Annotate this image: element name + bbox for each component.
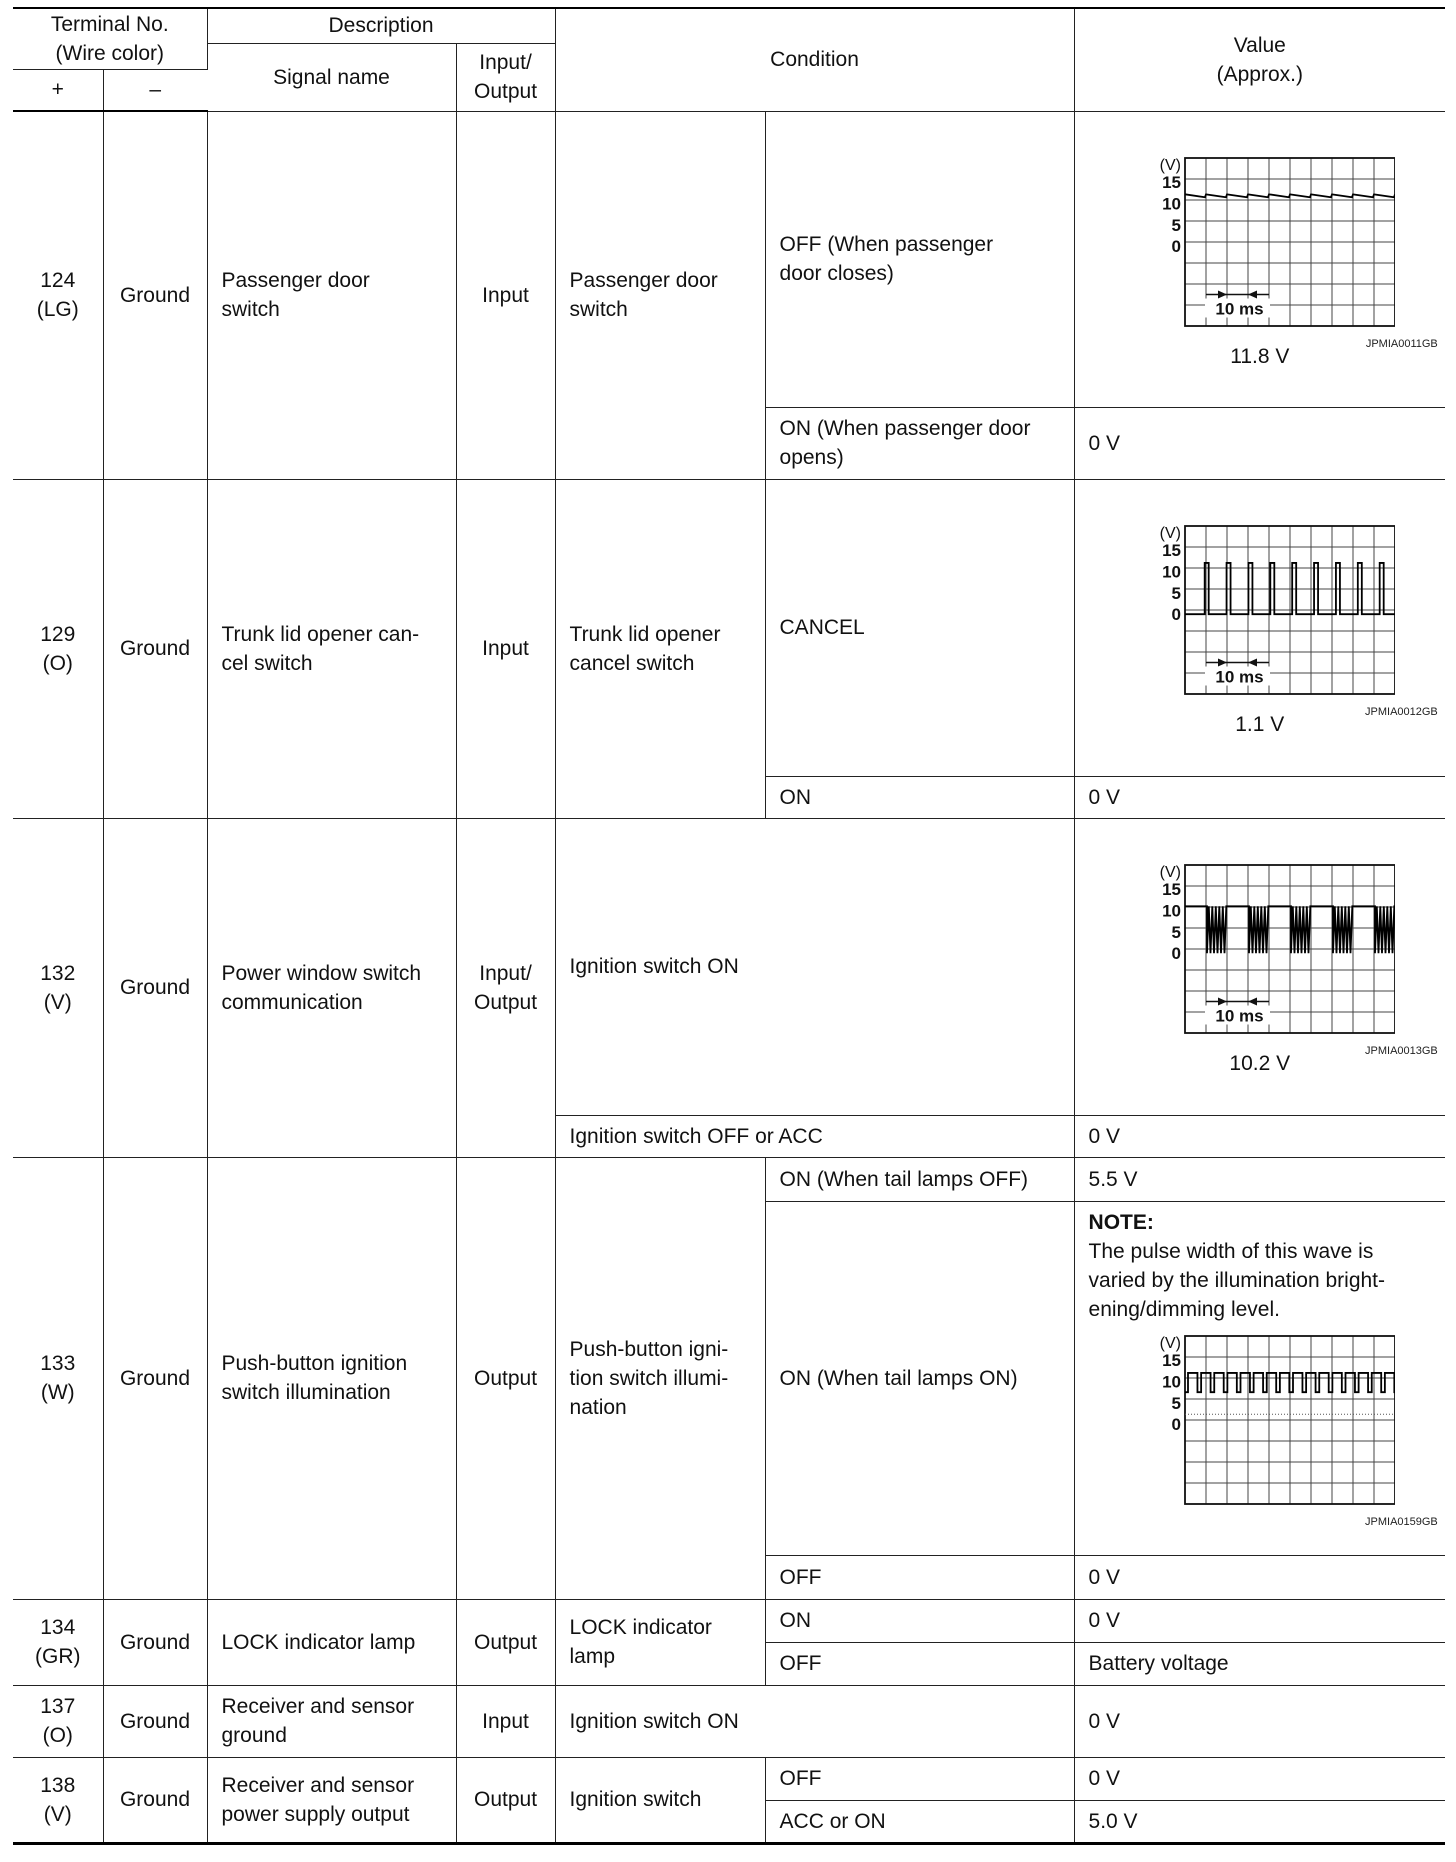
condition-line: LOCK indicator: [569, 1616, 712, 1639]
condition-sub-133-tail-off: ON (When tail lamps OFF): [765, 1157, 1074, 1201]
condition-line: switch: [569, 298, 628, 321]
io-line: Output: [473, 990, 538, 1014]
time-scale-label: 10 ms: [1215, 667, 1264, 687]
value-129-cancel: [1074, 479, 1445, 776]
condition-sub-124-off: [765, 111, 1074, 407]
condition-sub-129-cancel: CANCEL: [765, 479, 1074, 776]
signal-name-132: [207, 818, 456, 1157]
header-plus: +: [13, 69, 103, 111]
axis-tick-label: 0: [1171, 1414, 1181, 1434]
io-124: Input: [456, 111, 555, 479]
axis-tick-label: 10: [1161, 194, 1181, 213]
terminal-number: 138: [40, 1773, 76, 1797]
value-text-132: 10.2 V: [1229, 1052, 1291, 1075]
io-137: Input: [456, 1685, 555, 1757]
header-description: Description: [207, 8, 555, 43]
axis-tick-label: 10: [1161, 562, 1181, 582]
value-138-off: 0 V: [1074, 1757, 1445, 1800]
value-132-on: [1074, 818, 1445, 1115]
signal-name-137: [207, 1685, 456, 1757]
waveform-chart-133: [1125, 1326, 1395, 1506]
header-terminal-line1: Terminal No.: [50, 12, 169, 36]
wire-color: (W): [40, 1381, 75, 1404]
io-134: Output: [456, 1599, 555, 1685]
wire-color: (O): [42, 1724, 73, 1747]
condition-line: OFF (When passenger: [779, 233, 994, 256]
condition-line: Passenger door: [569, 269, 718, 292]
signal-name-124: [207, 111, 456, 479]
signal-name-134: LOCK indicator lamp: [207, 1599, 456, 1685]
axis-tick-label: 0: [1171, 605, 1181, 625]
terminal-minus-134: Ground: [103, 1599, 207, 1685]
header-terminal-line2: (Wire color): [55, 41, 164, 65]
signal-line: Receiver and sensor: [221, 1773, 415, 1797]
axis-tick-label: 5: [1171, 1393, 1181, 1413]
terminal-plus-138: [13, 1757, 103, 1843]
axis-unit-label: (V): [1159, 864, 1181, 881]
table-row-129: [13, 479, 1445, 776]
signal-line: Trunk lid opener can-: [221, 622, 420, 646]
value-129-on: 0 V: [1074, 776, 1445, 818]
condition-sub-134-on: ON: [765, 1599, 1074, 1642]
note-line: ening/dimming level.: [1088, 1297, 1280, 1321]
waveform-trace: [1185, 194, 1395, 197]
value-133-tail-on: [1074, 1201, 1445, 1555]
axis-tick-label: 0: [1171, 944, 1181, 964]
value-text-124: 11.8 V: [1230, 344, 1290, 368]
terminal-plus-137: [13, 1685, 103, 1757]
time-arrow-right: [1248, 290, 1257, 298]
terminal-plus-129: [13, 479, 103, 818]
waveform-trace: [1185, 1372, 1395, 1391]
signal-name-138: [207, 1757, 456, 1843]
signal-line: switch illumination: [221, 1381, 391, 1404]
value-134-off: Battery voltage: [1074, 1642, 1445, 1685]
condition-main-133: [555, 1157, 765, 1599]
wire-color: (GR): [35, 1645, 81, 1668]
wire-color: (O): [42, 651, 73, 675]
header-terminal-no: [13, 8, 207, 69]
axis-tick-label: 5: [1171, 583, 1181, 603]
header-condition: Condition: [555, 8, 1074, 111]
value-134-on: 0 V: [1074, 1599, 1445, 1642]
condition-sub-133-tail-on: ON (When tail lamps ON): [765, 1201, 1074, 1555]
signal-name-133: [207, 1157, 456, 1599]
time-arrow-left: [1218, 290, 1227, 298]
condition-line: Trunk lid opener: [569, 622, 721, 646]
signal-line: power supply output: [221, 1802, 410, 1826]
header-io-line2: Output: [473, 80, 538, 103]
header-value-line1: Value: [1233, 33, 1286, 57]
waveform-chart-129: [1125, 516, 1395, 696]
condition-line: lamp: [569, 1645, 616, 1668]
table-row-133: [13, 1157, 1445, 1201]
terminal-minus-132: Ground: [103, 818, 207, 1157]
value-133-tail-off: 5.5 V: [1074, 1157, 1445, 1201]
axis-tick-label: 15: [1161, 880, 1181, 900]
terminal-plus-133: [13, 1157, 103, 1599]
value-text-129: 1.1 V: [1235, 713, 1285, 736]
terminal-plus-124: [13, 111, 103, 479]
value-137: 0 V: [1074, 1685, 1445, 1757]
condition-line: cancel switch: [569, 651, 695, 675]
table-row-132: [13, 818, 1445, 1115]
wire-color: (V): [43, 990, 72, 1014]
table-row-138: [13, 1757, 1445, 1800]
time-arrow-left: [1218, 659, 1227, 667]
axis-tick-label: 15: [1161, 541, 1181, 561]
time-scale-label: 10 ms: [1215, 1006, 1264, 1026]
axis-tick-label: 5: [1171, 215, 1181, 235]
io-138: Output: [456, 1757, 555, 1843]
axis-tick-label: 10: [1161, 1372, 1181, 1391]
value-124-off: [1074, 111, 1445, 407]
wire-color: (V): [43, 1802, 72, 1826]
condition-main-138: Ignition switch: [555, 1757, 765, 1843]
condition-sub-133-off: OFF: [765, 1555, 1074, 1599]
waveform-chart-132: [1125, 855, 1395, 1035]
terminal-minus-129: Ground: [103, 479, 207, 818]
terminal-minus-137: Ground: [103, 1685, 207, 1757]
terminal-minus-133: Ground: [103, 1157, 207, 1599]
time-arrow-right: [1248, 998, 1257, 1006]
condition-line: opens): [779, 446, 844, 469]
note-line: The pulse width of this wave is: [1088, 1239, 1374, 1263]
axis-tick-label: 15: [1161, 1350, 1181, 1370]
terminal-specification-table: [13, 7, 1445, 1845]
signal-name-129: [207, 479, 456, 818]
terminal-minus-138: Ground: [103, 1757, 207, 1843]
condition-137: Ignition switch ON: [555, 1685, 1074, 1757]
terminal-plus-134: [13, 1599, 103, 1685]
condition-line: tion switch illumi-: [569, 1366, 729, 1390]
figure-code-133: JPMIA0159GB: [1365, 1515, 1438, 1528]
figure-code-124: JPMIA0011GB: [1365, 337, 1438, 350]
terminal-plus-132: [13, 818, 103, 1157]
axis-tick-label: 10: [1161, 901, 1181, 921]
table-row-137: [13, 1685, 1445, 1757]
condition-sub-124-on: [765, 407, 1074, 479]
waveform-129: [1090, 516, 1438, 718]
value-124-on: 0 V: [1074, 407, 1445, 479]
header-minus: –: [103, 69, 207, 111]
condition-132-on: Ignition switch ON: [555, 818, 1074, 1115]
condition-line: door closes): [779, 262, 894, 285]
wire-color: (LG): [36, 298, 79, 322]
condition-132-off: Ignition switch OFF or ACC: [555, 1115, 1074, 1157]
axis-unit-label: (V): [1159, 525, 1181, 542]
table-row-124: [13, 111, 1445, 407]
signal-line: cel switch: [221, 651, 313, 675]
header-value-line2: (Approx.): [1216, 62, 1303, 86]
condition-sub-138-acc-on: ACC or ON: [765, 1800, 1074, 1843]
condition-line: ON (When passenger door: [779, 417, 1031, 440]
waveform-124: [1090, 148, 1438, 350]
axis-tick-label: 5: [1171, 922, 1181, 942]
signal-line: switch: [221, 298, 280, 321]
terminal-number: 129: [40, 622, 76, 646]
condition-sub-134-off: OFF: [765, 1642, 1074, 1685]
waveform-chart-124: [1125, 148, 1395, 328]
axis-tick-label: 0: [1171, 236, 1181, 256]
time-arrow-right: [1248, 659, 1257, 667]
header-signal-name: Signal name: [207, 43, 456, 111]
terminal-number: 124: [40, 269, 76, 293]
condition-sub-129-on: ON: [765, 776, 1074, 818]
time-scale-label: 10 ms: [1215, 299, 1264, 318]
signal-line: Push-button ignition: [221, 1352, 408, 1375]
condition-main-124: [555, 111, 765, 479]
figure-code-129: JPMIA0012GB: [1365, 706, 1438, 718]
header-input-output: [456, 43, 555, 111]
condition-main-134: [555, 1599, 765, 1685]
io-line: Input/: [479, 961, 532, 985]
signal-line: Receiver and sensor: [221, 1695, 415, 1718]
signal-line: ground: [221, 1724, 287, 1747]
condition-sub-138-off: OFF: [765, 1757, 1074, 1800]
axis-unit-label: (V): [1159, 1334, 1181, 1352]
value-132-off: 0 V: [1074, 1115, 1445, 1157]
terminal-number: 133: [40, 1352, 76, 1375]
axis-tick-label: 15: [1161, 172, 1181, 192]
terminal-number: 134: [40, 1616, 76, 1639]
header-value: [1074, 8, 1445, 111]
value-133-off: 0 V: [1074, 1555, 1445, 1599]
io-129: Input: [456, 479, 555, 818]
condition-main-129: [555, 479, 765, 818]
note-line: varied by the illumination bright-: [1088, 1268, 1386, 1292]
table-row-134: [13, 1599, 1445, 1642]
time-arrow-left: [1218, 998, 1227, 1006]
value-138-acc-on: 5.0 V: [1074, 1800, 1445, 1843]
note-title: NOTE:: [1088, 1210, 1154, 1234]
signal-line: Power window switch: [221, 961, 422, 985]
header-io-line1: Input/: [479, 51, 532, 74]
io-133: Output: [456, 1157, 555, 1599]
terminal-number: 137: [40, 1695, 76, 1718]
terminal-minus-124: Ground: [103, 111, 207, 479]
condition-line: Push-button igni-: [569, 1337, 729, 1361]
waveform-132: [1090, 855, 1438, 1057]
axis-unit-label: (V): [1159, 156, 1181, 174]
waveform-133: [1090, 1326, 1438, 1528]
signal-line: communication: [221, 990, 363, 1014]
terminal-number: 132: [40, 961, 76, 985]
io-132: [456, 818, 555, 1157]
condition-line: nation: [569, 1395, 627, 1419]
figure-code-132: JPMIA0013GB: [1365, 1045, 1438, 1057]
signal-line: Passenger door: [221, 269, 370, 292]
